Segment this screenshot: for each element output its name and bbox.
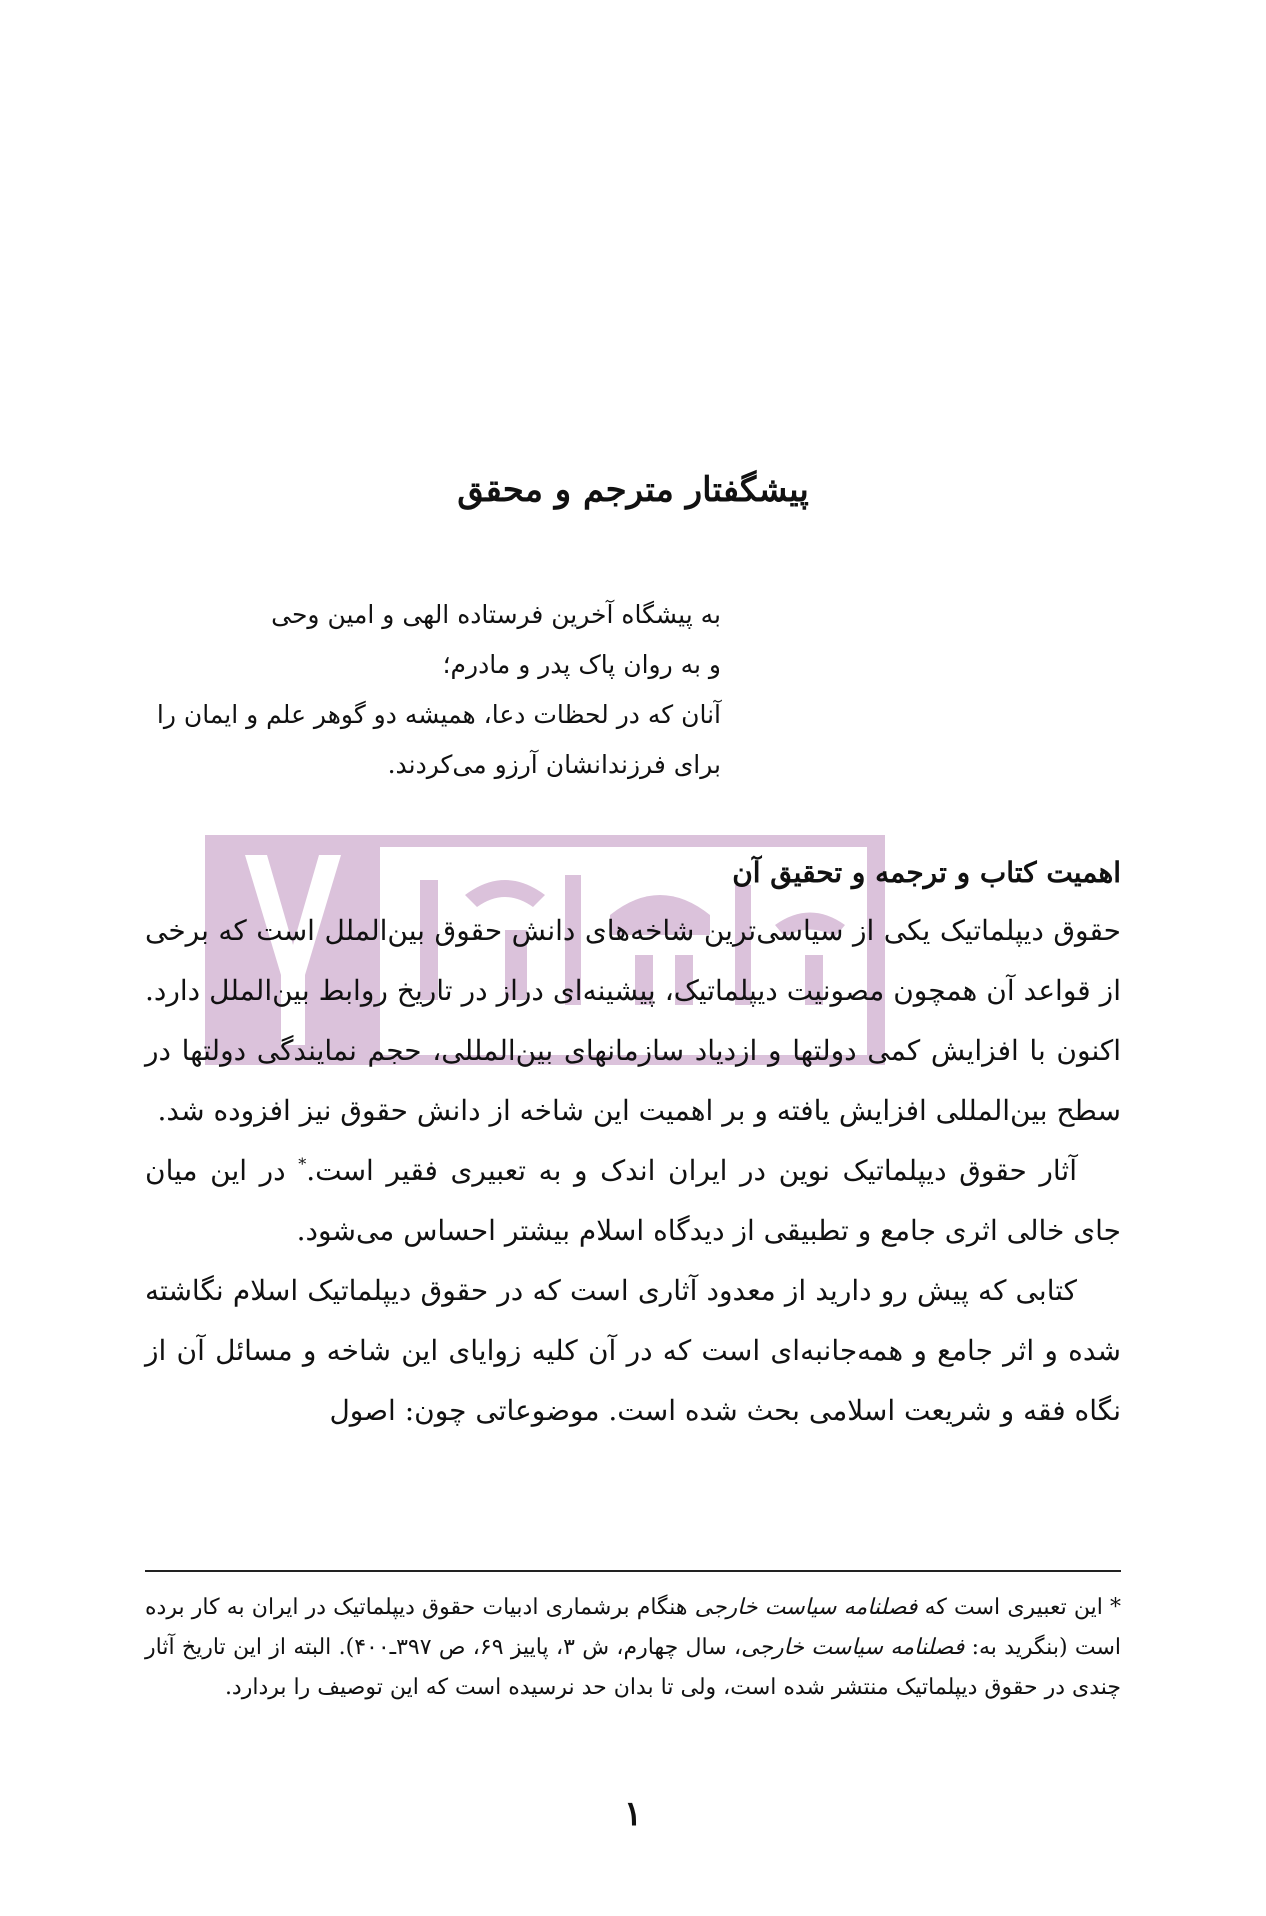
footnote-divider <box>145 1570 1121 1572</box>
footnote-text: ، سال چهارم، ش ۳، پاییز ۶۹، ص ۳۹۷ـ۴۰۰). البته از این تاریخ آثار چندی در حقوق دیپلماتیک منتشر شده است، ولی تا بدان حد نرسیده است که این توصیف را بردارد. <box>145 1635 1121 1700</box>
section-heading: اهمیت کتاب و ترجمه و تحقیق آن <box>732 856 1121 889</box>
paragraph <box>145 1141 1121 1261</box>
footnote-text: هنگام برشماری ادبیات حقوق دیپلماتیک در ایران به کار برده است (بنگرید به: <box>145 1595 1122 1660</box>
dedication <box>156 590 721 790</box>
page-title: پیشگفتار مترجم و محقق <box>457 470 809 510</box>
dedication-line: آنان که در لحظات دعا، همیشه دو گوهر علم و ایمان را <box>156 700 721 729</box>
paragraph: حقوق دیپلماتیک یکی از سیاسی‌ترین شاخه‌های دانش حقوق بین‌الملل است که برخی از قواعد آن همچون مصونیت دیپلماتیک، پیشینه‌ای دراز در تاریخ روابط بین‌الملل دارد. اکنون با افزایش کمی دولتها و ازدیاد سازمانهای بین‌المللی، حجم نمایندگی دولتها در سطح بین‌المللی افزایش یافته و بر اهمیت این شاخه از دانش حقوق نیز افزوده شد. <box>145 914 1121 1127</box>
journal-title: فصلنامه سیاست خارجی <box>694 1595 918 1620</box>
dedication-line: و به روان پاک پدر و مادرم؛ <box>442 650 721 679</box>
footnote-text: این تعبیری است که <box>917 1595 1110 1620</box>
dedication-line: به پیشگاه آخرین فرستاده الهی و امین وحی <box>271 600 721 629</box>
journal-title: فصلنامه سیاست خارجی <box>741 1635 965 1660</box>
footnote-marker[interactable]: * <box>298 1154 307 1174</box>
page-number: ۱ <box>623 1794 643 1834</box>
footnote <box>145 1588 1121 1708</box>
dedication-line: برای فرزندانشان آرزو می‌کردند. <box>387 750 721 779</box>
paragraph: کتابی که پیش رو دارید از معدود آثاری است که در حقوق دیپلماتیک اسلام نگاشته شده و اثر جامع و همه‌جانبه‌ای است که در آن کلیه زوایای این شاخه و مسائل آن از نگاه فقه و شریعت اسلامی بحث شده است. موضوعاتی چون: اصول <box>145 1274 1121 1427</box>
paragraph-text: آثار حقوق دیپلماتیک نوین در ایران اندک و به تعبیری فقیر است. <box>306 1154 1078 1187</box>
main-content <box>145 845 1121 1441</box>
footnote-marker: * <box>1110 1595 1121 1620</box>
paragraph-text: در این میان جای خالی اثری جامع و تطبیقی از دیدگاه اسلام بیشتر احساس می‌شود. <box>145 1154 1121 1247</box>
